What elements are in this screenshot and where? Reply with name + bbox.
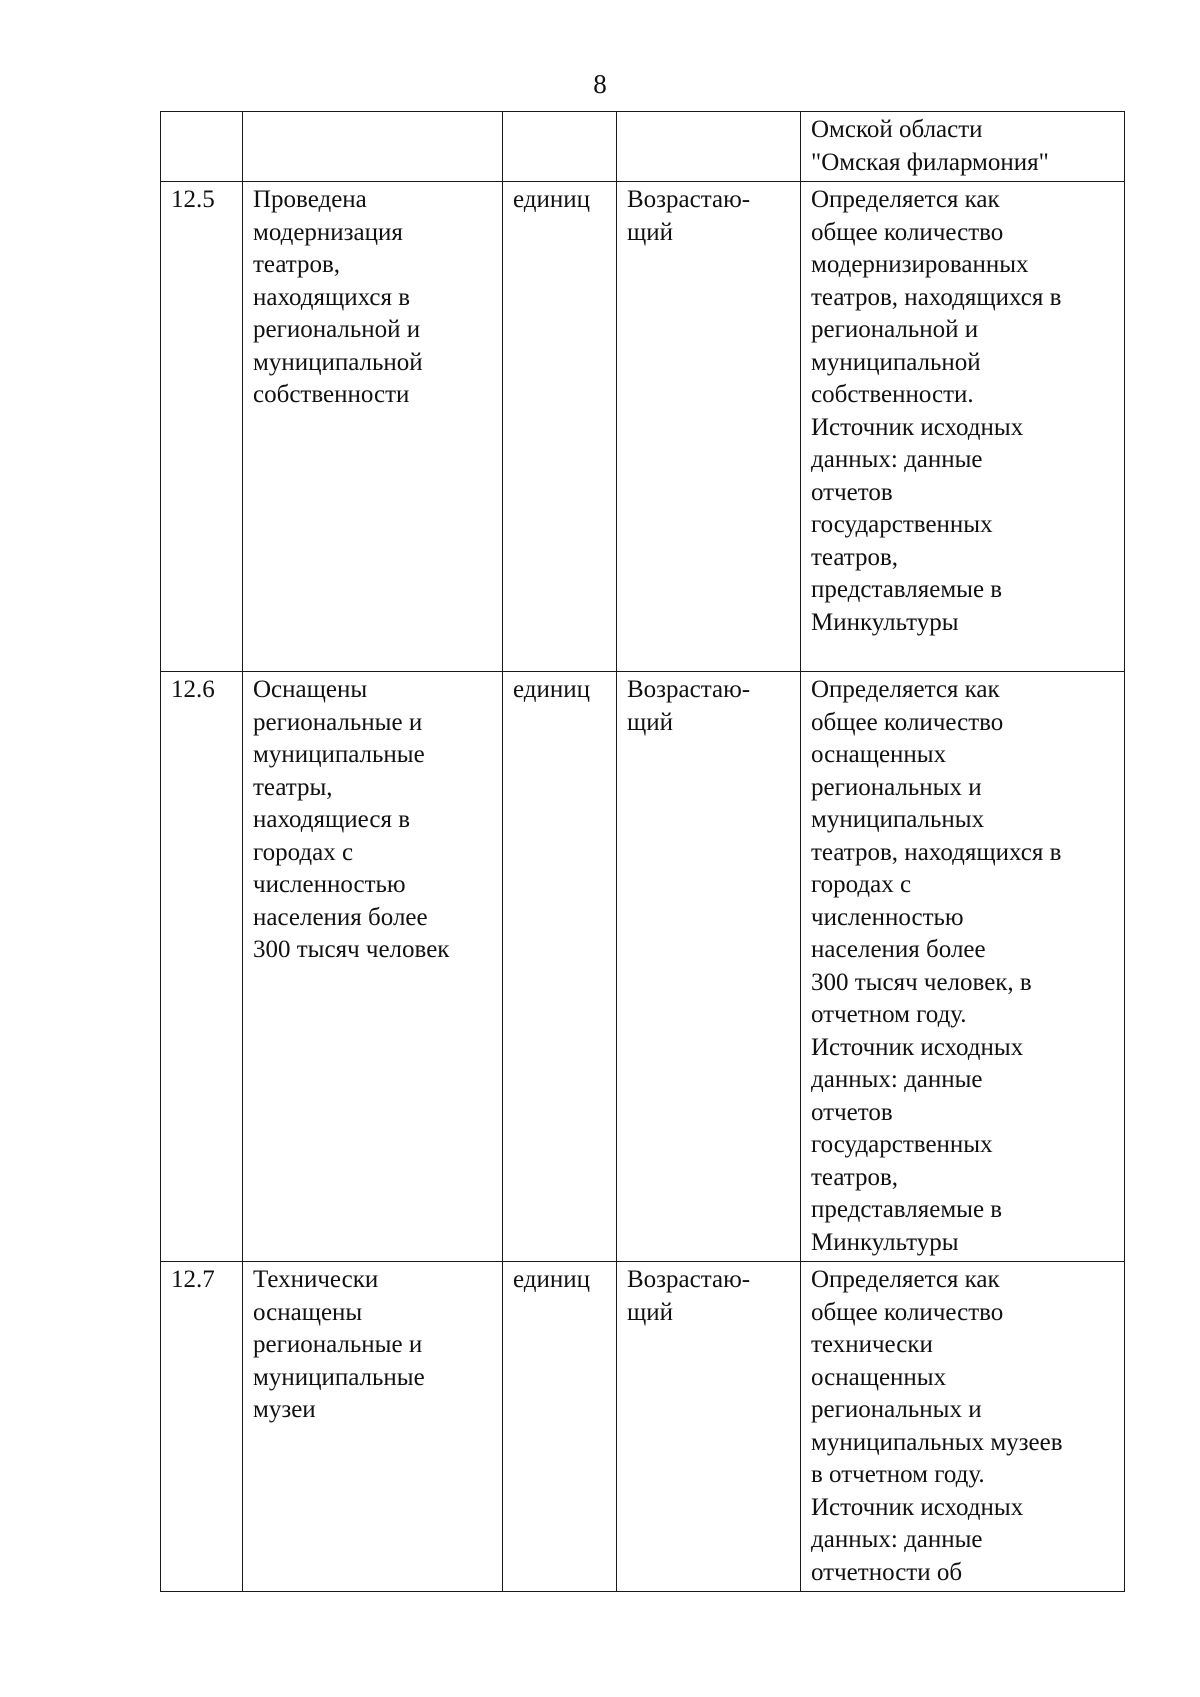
name-line: региональной и	[253, 316, 421, 343]
description-line: государственных	[811, 1131, 993, 1158]
num-cell: 12.6	[161, 672, 243, 1262]
name-line: театры,	[253, 773, 333, 801]
description-line: данных: данные	[811, 446, 983, 473]
description-line: отчетном году.	[811, 1001, 967, 1028]
description-line: данных: данные	[811, 1526, 983, 1553]
description-line: муниципальных	[811, 806, 985, 833]
description-line: Источник исходных	[811, 1033, 1024, 1061]
description-line: "Омская филармония"	[811, 148, 1049, 176]
dynamics-line: Возрастаю-	[627, 186, 751, 213]
dynamics-line: щий	[627, 218, 674, 246]
dynamics-line: щий	[627, 1298, 674, 1326]
description-line: представляемые в	[811, 1196, 1003, 1223]
description-line: Определяется как	[811, 1266, 1000, 1293]
dynamics-line: Возрастаю-	[627, 1266, 751, 1293]
num-cell: 12.5	[161, 182, 243, 672]
name-cell	[243, 182, 503, 672]
description-line: данных: данные	[811, 1066, 983, 1093]
description-line: 300 тысяч человек, в	[811, 968, 1032, 996]
dynamics-line: щий	[627, 708, 674, 736]
description-line: представляемые в	[811, 576, 1003, 603]
unit-cell	[503, 112, 617, 182]
name-cell	[243, 112, 503, 182]
description-line: Определяется как	[811, 186, 1000, 213]
indicators-table	[160, 111, 1125, 1592]
dynamics-line: Возрастаю-	[627, 676, 751, 703]
description-line: муниципальных музеев	[811, 1428, 1063, 1456]
description-line: региональных и	[811, 1396, 982, 1423]
num-cell: 12.7	[161, 1262, 243, 1592]
description-line: Определяется как	[811, 676, 1000, 703]
name-line: собственности	[253, 381, 410, 408]
description-line: городах с	[811, 871, 912, 898]
description-cell	[801, 1262, 1125, 1592]
name-line: 300 тысяч человек	[253, 936, 450, 963]
dynamics-cell	[617, 112, 801, 182]
name-line: находящихся в	[253, 283, 411, 311]
description-line: населения более	[811, 936, 986, 963]
table-row-continuation	[161, 112, 1125, 182]
table-row	[161, 672, 1125, 1262]
description-line: Источник исходных	[811, 413, 1024, 441]
name-line: Оснащены	[253, 676, 368, 703]
description-line: численностью	[811, 903, 964, 931]
description-line: оснащенных	[811, 741, 947, 768]
unit-cell: единиц	[503, 672, 617, 1262]
name-line: региональные и	[253, 708, 423, 736]
description-line: Минкультуры	[811, 1228, 959, 1256]
description-line: отчетов	[811, 478, 893, 506]
name-line: находящиеся в	[253, 806, 411, 833]
name-line: региональные и	[253, 1331, 423, 1358]
description-line: отчетности об	[811, 1558, 963, 1586]
dynamics-cell	[617, 182, 801, 672]
description-cell	[801, 672, 1125, 1262]
name-line: населения более	[253, 903, 428, 931]
description-line: Омской области	[811, 116, 983, 143]
description-cell	[801, 112, 1125, 182]
name-line: музеи	[253, 1396, 316, 1423]
unit-cell: единиц	[503, 1262, 617, 1592]
description-line: общее количество	[811, 708, 1004, 736]
description-line: театров,	[811, 1163, 899, 1191]
table-row	[161, 182, 1125, 672]
name-line: оснащены	[253, 1298, 363, 1326]
name-line: Технически	[253, 1266, 379, 1293]
name-line: городах с	[253, 838, 354, 866]
description-cell	[801, 182, 1125, 672]
description-line: технически	[811, 1331, 933, 1358]
description-line: общее количество	[811, 1298, 1004, 1326]
dynamics-cell	[617, 1262, 801, 1592]
description-line: собственности.	[811, 381, 974, 408]
description-line: Минкультуры	[811, 608, 959, 636]
name-cell	[243, 1262, 503, 1592]
description-line: отчетов	[811, 1098, 893, 1126]
name-line: театров,	[253, 251, 341, 278]
name-line: численностью	[253, 871, 406, 898]
description-line: общее количество	[811, 218, 1004, 246]
description-line: Источник исходных	[811, 1493, 1024, 1521]
page-number: 8	[593, 69, 607, 99]
name-cell	[243, 672, 503, 1262]
name-line: модернизация	[253, 218, 403, 246]
description-line: модернизированных	[811, 251, 1029, 278]
description-line: оснащенных	[811, 1363, 947, 1391]
description-line: региональной и	[811, 316, 979, 343]
description-line: театров, находящихся в	[811, 283, 1062, 311]
name-line: муниципальные	[253, 1363, 425, 1391]
dynamics-cell	[617, 672, 801, 1262]
unit-cell: единиц	[503, 182, 617, 672]
name-line: Проведена	[253, 186, 367, 213]
num-cell	[161, 112, 243, 182]
name-line: муниципальной	[253, 348, 423, 376]
description-line: театров,	[811, 543, 899, 571]
description-line: региональных и	[811, 773, 982, 801]
description-line: муниципальной	[811, 348, 981, 376]
table-row	[161, 1262, 1125, 1592]
description-line: театров, находящихся в	[811, 838, 1062, 866]
name-line: муниципальные	[253, 741, 425, 768]
description-line: государственных	[811, 511, 993, 538]
description-line: в отчетном году.	[811, 1461, 985, 1488]
